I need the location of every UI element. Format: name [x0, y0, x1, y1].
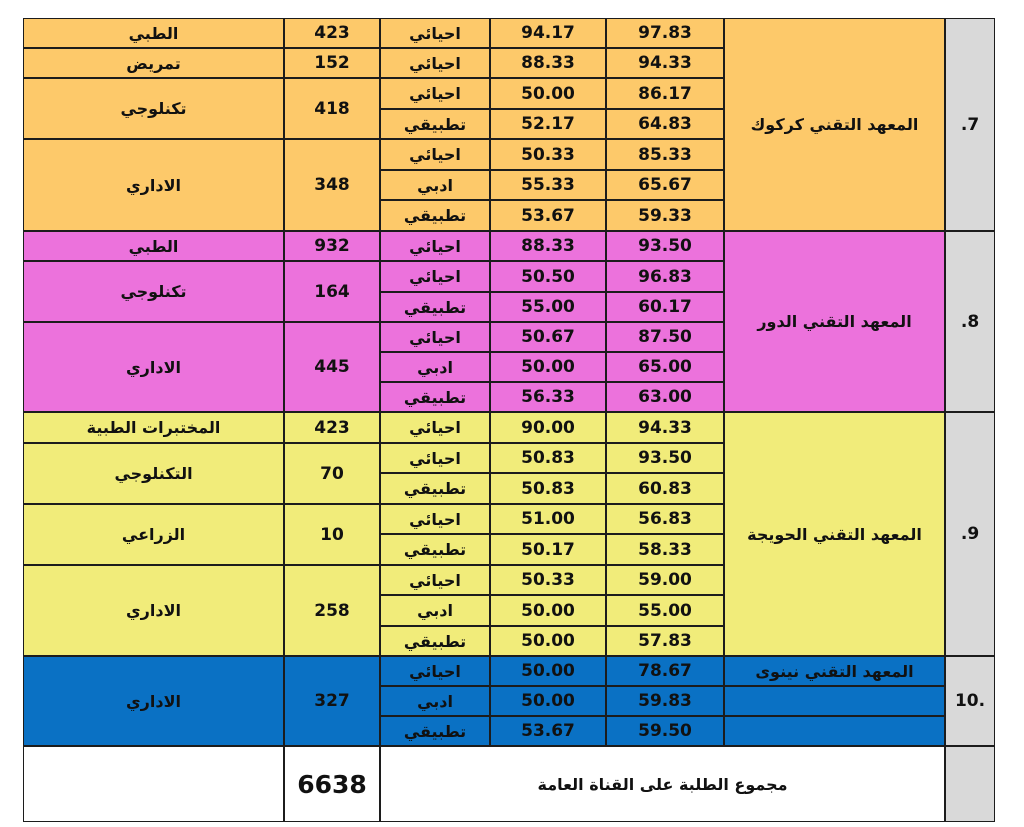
max-score-cell: 78.67 — [606, 656, 724, 686]
max-score-cell: 64.83 — [606, 109, 724, 139]
stream-cell: احيائي — [380, 18, 490, 48]
stream-cell: احيائي — [380, 565, 490, 595]
max-score-cell: 65.00 — [606, 352, 724, 382]
min-score-cell: 50.00 — [490, 686, 606, 716]
max-score-cell: 87.50 — [606, 322, 724, 352]
student-count-cell: 164 — [284, 261, 380, 322]
min-score-cell: 50.33 — [490, 139, 606, 170]
min-score-cell: 51.00 — [490, 504, 606, 534]
institute-name-cell: المعهد التقني كركوك — [724, 18, 945, 231]
max-score-cell: 55.00 — [606, 595, 724, 626]
min-score-cell: 55.00 — [490, 292, 606, 322]
min-score-cell: 50.00 — [490, 626, 606, 656]
stream-cell: احيائي — [380, 48, 490, 78]
max-score-cell: 57.83 — [606, 626, 724, 656]
max-score-cell: 59.50 — [606, 716, 724, 746]
stream-cell: تطبيقي — [380, 626, 490, 656]
max-score-cell: 58.33 — [606, 534, 724, 565]
max-score-cell: 60.17 — [606, 292, 724, 322]
max-score-cell: 60.83 — [606, 473, 724, 504]
department-cell: الزراعي — [23, 504, 284, 565]
min-score-cell: 52.17 — [490, 109, 606, 139]
max-score-cell: 59.00 — [606, 565, 724, 595]
row-index-cell: .10 — [945, 656, 995, 746]
max-score-cell: 93.50 — [606, 443, 724, 473]
student-count-cell: 423 — [284, 18, 380, 48]
department-cell: الاداري — [23, 139, 284, 231]
max-score-cell: 59.83 — [606, 686, 724, 716]
stream-cell: احيائي — [380, 322, 490, 352]
institute-name-cell: المعهد التقني الحويجة — [724, 412, 945, 656]
min-score-cell: 50.00 — [490, 595, 606, 626]
student-count-cell: 10 — [284, 504, 380, 565]
institute-empty-cell — [724, 686, 945, 716]
total-blank-cell — [23, 746, 284, 822]
institute-name-cell: المعهد التقني الدور — [724, 231, 945, 412]
max-score-cell: 63.00 — [606, 382, 724, 412]
stream-cell: تطبيقي — [380, 200, 490, 231]
stream-cell: تطبيقي — [380, 382, 490, 412]
total-value-cell: 6638 — [284, 746, 380, 822]
max-score-cell: 96.83 — [606, 261, 724, 292]
stream-cell: احيائي — [380, 261, 490, 292]
department-cell: الاداري — [23, 322, 284, 412]
max-score-cell: 59.33 — [606, 200, 724, 231]
department-cell: الاداري — [23, 656, 284, 746]
row-index-cell: 8. — [945, 231, 995, 412]
department-cell: تمريض — [23, 48, 284, 78]
min-score-cell: 50.17 — [490, 534, 606, 565]
max-score-cell: 94.33 — [606, 412, 724, 443]
min-score-cell: 56.33 — [490, 382, 606, 412]
student-count-cell: 423 — [284, 412, 380, 443]
min-score-cell: 50.00 — [490, 78, 606, 109]
student-count-cell: 418 — [284, 78, 380, 139]
min-score-cell: 94.17 — [490, 18, 606, 48]
max-score-cell: 86.17 — [606, 78, 724, 109]
stream-cell: احيائي — [380, 78, 490, 109]
total-label-cell: مجموع الطلبة على القناة العامة — [380, 746, 945, 822]
min-score-cell: 88.33 — [490, 231, 606, 261]
stream-cell: ادبي — [380, 686, 490, 716]
stream-cell: تطبيقي — [380, 473, 490, 504]
min-score-cell: 88.33 — [490, 48, 606, 78]
department-cell: الاداري — [23, 565, 284, 656]
department-cell: تكنلوجي — [23, 261, 284, 322]
stream-cell: احيائي — [380, 231, 490, 261]
max-score-cell: 97.83 — [606, 18, 724, 48]
min-score-cell: 55.33 — [490, 170, 606, 200]
student-count-cell: 348 — [284, 139, 380, 231]
stream-cell: احيائي — [380, 412, 490, 443]
stream-cell: تطبيقي — [380, 534, 490, 565]
min-score-cell: 50.00 — [490, 656, 606, 686]
department-cell: تكنلوجي — [23, 78, 284, 139]
total-index-cell — [945, 746, 995, 822]
institute-name-cell: المعهد التقني نينوى — [724, 656, 945, 686]
stream-cell: ادبي — [380, 595, 490, 626]
student-count-cell: 932 — [284, 231, 380, 261]
stream-cell: تطبيقي — [380, 716, 490, 746]
department-cell: التكنلوجي — [23, 443, 284, 504]
min-score-cell: 50.83 — [490, 473, 606, 504]
min-score-cell: 50.67 — [490, 322, 606, 352]
stream-cell: احيائي — [380, 504, 490, 534]
row-index-cell: 7. — [945, 18, 995, 231]
student-count-cell: 327 — [284, 656, 380, 746]
max-score-cell: 56.83 — [606, 504, 724, 534]
max-score-cell: 65.67 — [606, 170, 724, 200]
stream-cell: احيائي — [380, 443, 490, 473]
department-cell: الطبي — [23, 18, 284, 48]
min-score-cell: 50.33 — [490, 565, 606, 595]
stream-cell: تطبيقي — [380, 109, 490, 139]
stream-cell: تطبيقي — [380, 292, 490, 322]
stream-cell: ادبي — [380, 352, 490, 382]
student-count-cell: 445 — [284, 322, 380, 412]
stream-cell: ادبي — [380, 170, 490, 200]
department-cell: الطبي — [23, 231, 284, 261]
stream-cell: احيائي — [380, 656, 490, 686]
student-count-cell: 258 — [284, 565, 380, 656]
institute-empty-cell — [724, 716, 945, 746]
student-count-cell: 152 — [284, 48, 380, 78]
stream-cell: احيائي — [380, 139, 490, 170]
min-score-cell: 50.50 — [490, 261, 606, 292]
max-score-cell: 93.50 — [606, 231, 724, 261]
min-score-cell: 50.83 — [490, 443, 606, 473]
min-score-cell: 53.67 — [490, 200, 606, 231]
min-score-cell: 90.00 — [490, 412, 606, 443]
department-cell: المختبرات الطبية — [23, 412, 284, 443]
row-index-cell: 9. — [945, 412, 995, 656]
min-score-cell: 53.67 — [490, 716, 606, 746]
min-score-cell: 50.00 — [490, 352, 606, 382]
max-score-cell: 85.33 — [606, 139, 724, 170]
student-count-cell: 70 — [284, 443, 380, 504]
max-score-cell: 94.33 — [606, 48, 724, 78]
